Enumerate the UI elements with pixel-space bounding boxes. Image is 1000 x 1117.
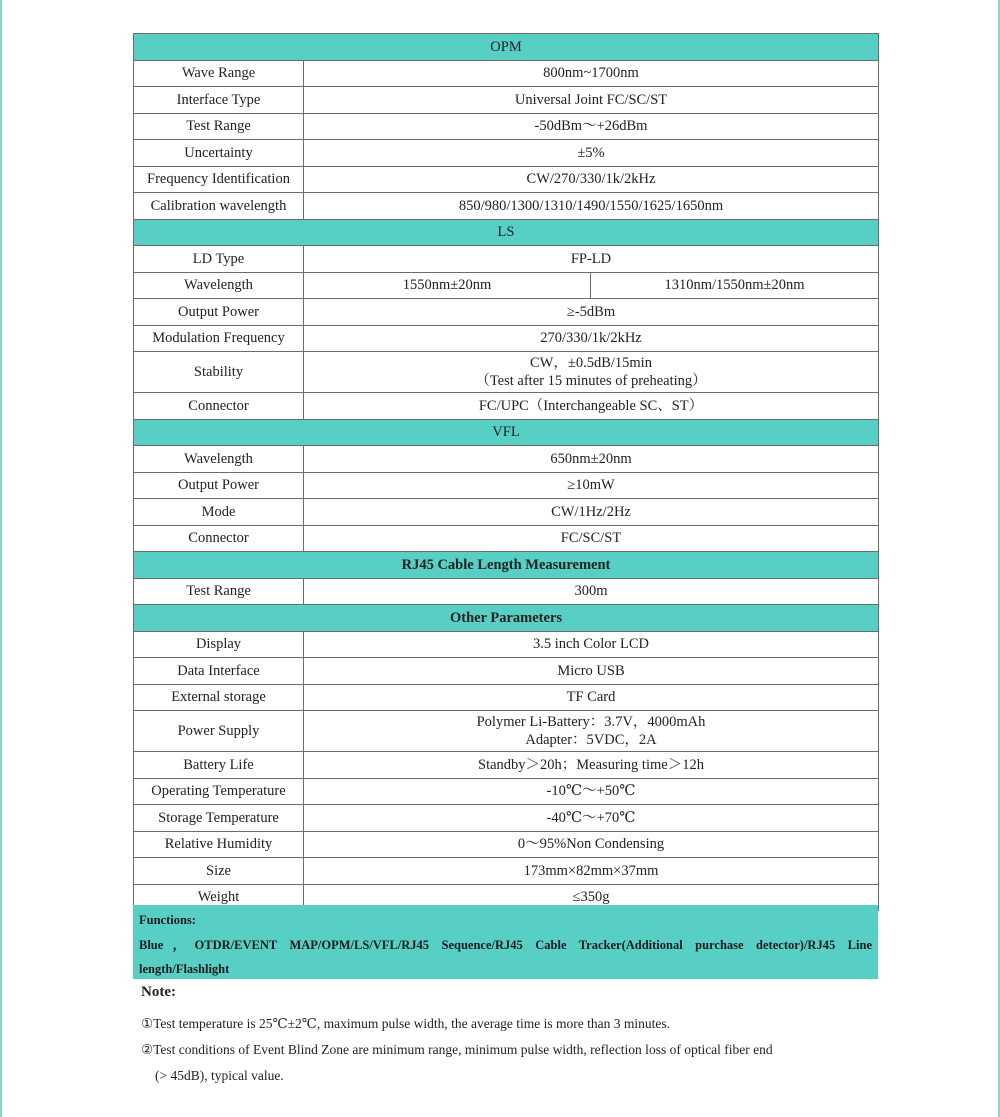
spec-label: Wavelength [134,272,304,299]
spec-row [134,631,879,658]
section-title: RJ45 Cable Length Measurement [134,552,879,579]
spec-row [134,446,879,473]
spec-value: 270/330/1k/2kHz [304,325,879,352]
spec-value-multiline [304,352,879,393]
spec-label: Test Range [134,578,304,605]
spec-value: 800nm~1700nm [304,60,879,87]
page-frame-left [0,0,2,1117]
spec-value: 850/980/1300/1310/1490/1550/1625/1650nm [304,193,879,220]
spec-row [134,578,879,605]
spec-value: 3.5 inch Color LCD [304,631,879,658]
spec-label: Output Power [134,299,304,326]
spec-value: Standby＞20h；Measuring time＞12h [304,752,879,779]
spec-label: Calibration wavelength [134,193,304,220]
spec-label: Connector [134,525,304,552]
note-item-1: ①Test temperature is 25℃±2℃, maximum pulse width, the average time is more than 3 minutes. [141,1016,671,1031]
functions-body: Blue，OTDR/EVENT MAP/OPM/LS/VFL/RJ45 Sequence/RJ45 Cable Tracker(Additional purchase detector)/RJ45 Line length/Flashlight [139,937,872,976]
spec-label: Operating Temperature [134,778,304,805]
note-section [141,984,881,1089]
spec-value: 300m [304,578,879,605]
section-opm [134,34,879,61]
spec-value: FP-LD [304,246,879,273]
spec-value: ≥-5dBm [304,299,879,326]
spec-row [134,525,879,552]
spec-value: 0～95%Non Condensing [304,831,879,858]
spec-row [134,246,879,273]
spec-label: Data Interface [134,658,304,685]
spec-value-line: CW，±0.5dB/15min [530,355,652,371]
spec-value: CW/270/330/1k/2kHz [304,166,879,193]
spec-label: External storage [134,684,304,711]
spec-value: -40℃～+70℃ [304,805,879,832]
spec-row [134,272,879,299]
section-title: LS [134,219,879,246]
section-title: Other Parameters [134,605,879,632]
section-other-parameters [134,605,879,632]
spec-value: 173mm×82mm×37mm [304,858,879,885]
spec-row [134,393,879,420]
spec-label: Output Power [134,472,304,499]
section-title: OPM [134,34,879,61]
spec-table [133,33,879,911]
spec-value: 1550nm±20nm [304,272,591,299]
spec-label: Battery Life [134,752,304,779]
spec-row [134,778,879,805]
spec-row [134,325,879,352]
spec-row [134,752,879,779]
spec-value: 650nm±20nm [304,446,879,473]
spec-row [134,658,879,685]
note-title: Note: [141,984,176,1000]
spec-row [134,805,879,832]
section-ls [134,219,879,246]
section-vfl [134,419,879,446]
spec-row [134,140,879,167]
spec-row [134,352,879,393]
spec-row [134,113,879,140]
section-title: VFL [134,419,879,446]
note-item-2: ②Test conditions of Event Blind Zone are minimum range, minimum pulse width, reflection loss of optical fiber end [141,1042,773,1057]
spec-row [134,193,879,220]
spec-value-line: Polymer Li-Battery：3.7V，4000mAh [476,714,706,730]
spec-label: Interface Type [134,87,304,114]
spec-row [134,87,879,114]
spec-label: Display [134,631,304,658]
spec-value: Universal Joint FC/SC/ST [304,87,879,114]
spec-value: ≥10mW [304,472,879,499]
functions-title: Functions: [139,913,196,927]
spec-value: ±5% [304,140,879,167]
spec-row [134,166,879,193]
spec-row [134,60,879,87]
spec-value: -50dBm～+26dBm [304,113,879,140]
spec-label: Storage Temperature [134,805,304,832]
spec-value-line: （Test after 15 minutes of preheating） [475,373,707,389]
spec-label: Frequency Identification [134,166,304,193]
spec-row [134,858,879,885]
spec-value: FC/SC/ST [304,525,879,552]
spec-label: Wave Range [134,60,304,87]
spec-value: CW/1Hz/2Hz [304,499,879,526]
spec-value: 1310nm/1550nm±20nm [591,272,879,299]
spec-row [134,299,879,326]
spec-label: Test Range [134,113,304,140]
spec-label: Wavelength [134,446,304,473]
spec-row [134,831,879,858]
spec-value-multiline [304,711,879,752]
spec-label: Modulation Frequency [134,325,304,352]
spec-label: Weight [134,884,304,911]
spec-label: Power Supply [134,711,304,752]
spec-value: TF Card [304,684,879,711]
spec-label: Mode [134,499,304,526]
spec-value: FC/UPC（Interchangeable SC、ST） [304,393,879,420]
spec-value: -10℃～+50℃ [304,778,879,805]
note-item-2-continued: (> 45dB), typical value. [155,1068,284,1083]
spec-row [134,499,879,526]
spec-label: Relative Humidity [134,831,304,858]
spec-label: Uncertainty [134,140,304,167]
spec-value: ≤350g [304,884,879,911]
spec-label: LD Type [134,246,304,273]
spec-label: Size [134,858,304,885]
spec-label: Stability [134,352,304,393]
spec-value-line: Adapter：5VDC，2A [525,732,657,748]
spec-value: Micro USB [304,658,879,685]
spec-row [134,684,879,711]
spec-label: Connector [134,393,304,420]
spec-row [134,472,879,499]
section-rj45 [134,552,879,579]
functions-box [133,905,878,979]
spec-row [134,711,879,752]
